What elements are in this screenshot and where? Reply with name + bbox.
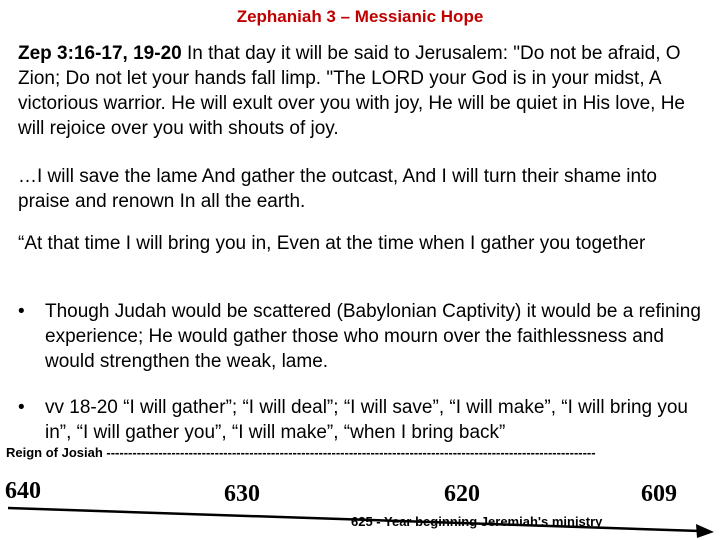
bullet-item-1 xyxy=(18,299,708,374)
timeline-year-640: 640 xyxy=(5,478,41,504)
ministry-label: 625 - Year beginning Jeremiah's ministry xyxy=(351,514,603,529)
timeline-year-609: 609 xyxy=(641,481,677,507)
slide-title: Zephaniah 3 – Messianic Hope xyxy=(236,7,484,26)
bullet-text-2: vv 18-20 “I will gather”; “I will deal”; “I will save”, “I will make”, “I will bring you in”, “I will gather you”, “I will make”, “when I bring back” xyxy=(45,397,688,443)
timeline-arrow xyxy=(0,480,720,540)
scripture-paragraph-3: “At that time I will bring you in, Even at the time when I gather you together xyxy=(18,233,646,254)
bullet-text-1: Though Judah would be scattered (Babylonian Captivity) it would be a refining experience; He would gather those who mourn over the faithlessness and would strengthen the weak, lame. xyxy=(45,301,701,372)
timeline-label: Reign of Josiah ----------------------------------------------------------------------------------------------------------------- xyxy=(6,445,596,460)
bullet-item-2 xyxy=(18,395,708,445)
scripture-reference: Zep 3:16-17, 19-20 xyxy=(18,43,182,64)
bullet-dot-icon: • xyxy=(18,397,25,418)
timeline-year-620: 620 xyxy=(444,481,480,507)
scripture-text: In that day it will be said to Jerusalem: "Do not be afraid, O Zion; Do not let your hands fall limp. "The LORD your God is in your midst, A victorious warrior. He will exult over you with joy, He will be quiet in His love, He will rejoice over you with shouts of joy. xyxy=(18,43,686,139)
timeline-year-630: 630 xyxy=(224,481,260,507)
scripture-paragraph-1 xyxy=(18,41,708,141)
scripture-paragraph-2: …I will save the lame And gather the outcast, And I will turn their shame into praise and renown In all the earth. xyxy=(18,166,657,212)
bullet-dot-icon: • xyxy=(18,301,25,322)
